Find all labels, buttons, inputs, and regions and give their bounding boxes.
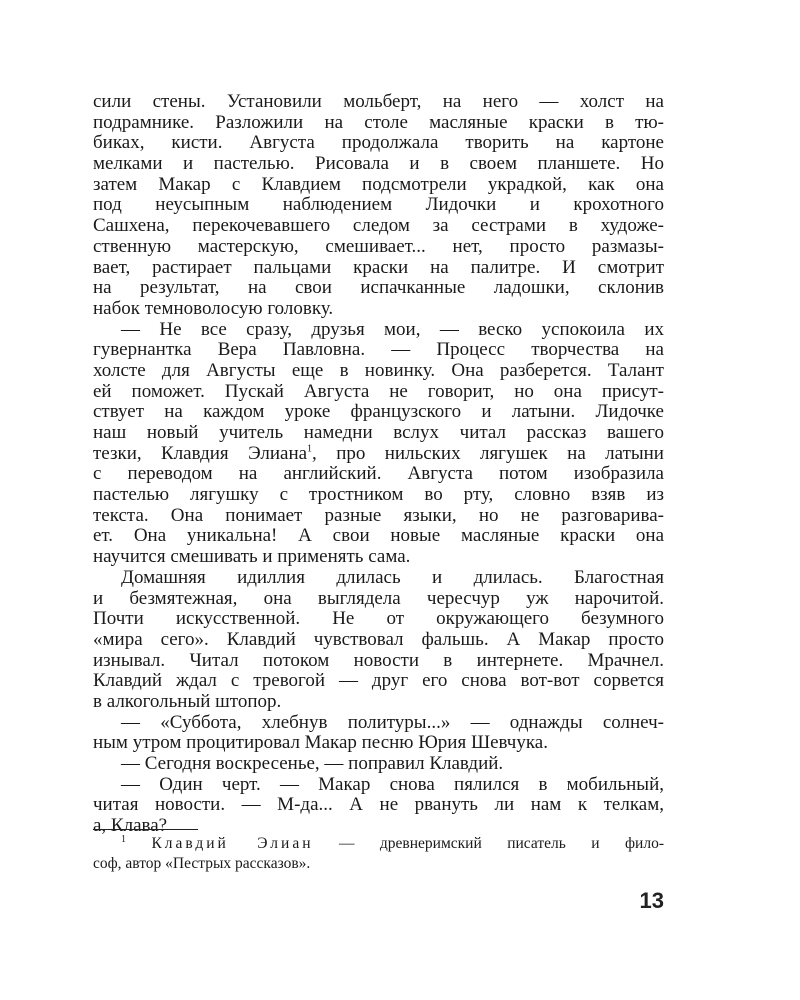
text-line: и безмятежная, она выглядела чересчур уж нарочитой.: [93, 587, 664, 609]
text-line: ным утром процитировал Макар песню Юрия Шевчука.: [93, 732, 548, 754]
text-line: Сашхена, перекочевавшего следом за сестрами в художе-: [93, 215, 664, 237]
text-line: набок темноволосую головку.: [93, 297, 334, 319]
footnote: [93, 834, 664, 874]
text-line: ствует на каждом уроке французского и латыни. Лидочке: [93, 401, 664, 423]
text-line: мелками и пастелью. Рисовала и в своем планшете. Но: [93, 153, 664, 175]
text-line: ственную мастерскую, смешивает... нет, просто размазы-: [93, 235, 664, 257]
text-line: холсте для Августы еще в новинку. Она разберется. Талант: [93, 359, 664, 381]
text-line: пастелью лягушку с тростником во рту, словно взяв из: [93, 484, 664, 506]
text-line: изнывал. Читал потоком новости в интернете. Мрачнел.: [93, 649, 664, 671]
text-line: [93, 444, 664, 465]
text-line: с переводом на английский. Августа потом изобразила: [93, 463, 664, 485]
footnote-divider: [93, 829, 198, 830]
text-line: подрамнике. Разложили на столе масляные краски в тю-: [93, 111, 664, 133]
text-line: — Сегодня воскресенье, — поправил Клавдий.: [121, 753, 504, 774]
footnote-text: — древнеримский писатель и фило-: [313, 835, 664, 852]
text-line: а, Клава?: [93, 815, 168, 837]
text-fragment: тезки, Клавдия Элиана: [93, 442, 308, 464]
text-line: Почти искусственной. Не от окружающего безумного: [93, 608, 664, 630]
text-line: ей поможет. Пускай Августа не говорит, но она присут-: [93, 380, 664, 402]
page-number: 13: [639, 888, 664, 913]
text-line: вает, растирает пальцами краски на палитре. И смотрит: [93, 256, 664, 278]
main-text: [93, 92, 664, 837]
text-line: биках, кисти. Августа продолжала творить на картоне: [93, 132, 664, 154]
footnote-marker: 1: [121, 833, 126, 845]
text-line: «мира сего». Клавдий чувствовал фальшь. А Макар просто: [93, 628, 664, 650]
text-line: — Не все сразу, друзья мои, — веско успокоила их: [121, 318, 664, 340]
text-line: Клавдий ждал с тревогой — друг его снова вот-вот сорвется: [93, 670, 664, 692]
text-line: Домашняя идиллия длилась и длилась. Благостная: [121, 566, 664, 588]
footnote-line: [93, 834, 664, 854]
footnote-name: Клавдий Элиан: [151, 835, 314, 852]
text-line: под неусыпным наблюдением Лидочки и крохотного: [93, 194, 664, 216]
text-line: затем Макар с Клавдием подсмотрели украдкой, как она: [93, 173, 664, 195]
text-line: текста. Она понимает разные языки, но не разговарива-: [93, 504, 664, 526]
text-line: на результат, на свои испачканные ладошки, склонив: [93, 277, 664, 299]
text-line: — «Суббота, хлебнув политуры...» — однажды солнеч-: [121, 711, 664, 733]
text-line: наш новый учитель намедни вслух читал рассказ вашего: [93, 422, 664, 443]
text-fragment: , про нильских лягушек на латыни: [312, 442, 664, 464]
text-line: — Один черт. — Макар снова пялился в мобильный,: [121, 773, 664, 795]
text-line: сили стены. Установили мольберт, на него — холст на: [93, 91, 664, 112]
text-line: в алкогольный штопор.: [93, 690, 282, 712]
text-line: научится смешивать и применять сама.: [93, 546, 411, 568]
footnote-reference: 1: [307, 443, 313, 455]
text-line: читая новости. — М-да... А не рвануть ли нам к телкам,: [93, 794, 664, 816]
text-line: ет. Она уникальна! А свои новые масляные краски она: [93, 525, 664, 547]
footnote-line: соф, автор «Пестрых рассказов».: [93, 855, 311, 872]
text-line: гувернантка Вера Павловна. — Процесс творчества на: [93, 339, 664, 361]
